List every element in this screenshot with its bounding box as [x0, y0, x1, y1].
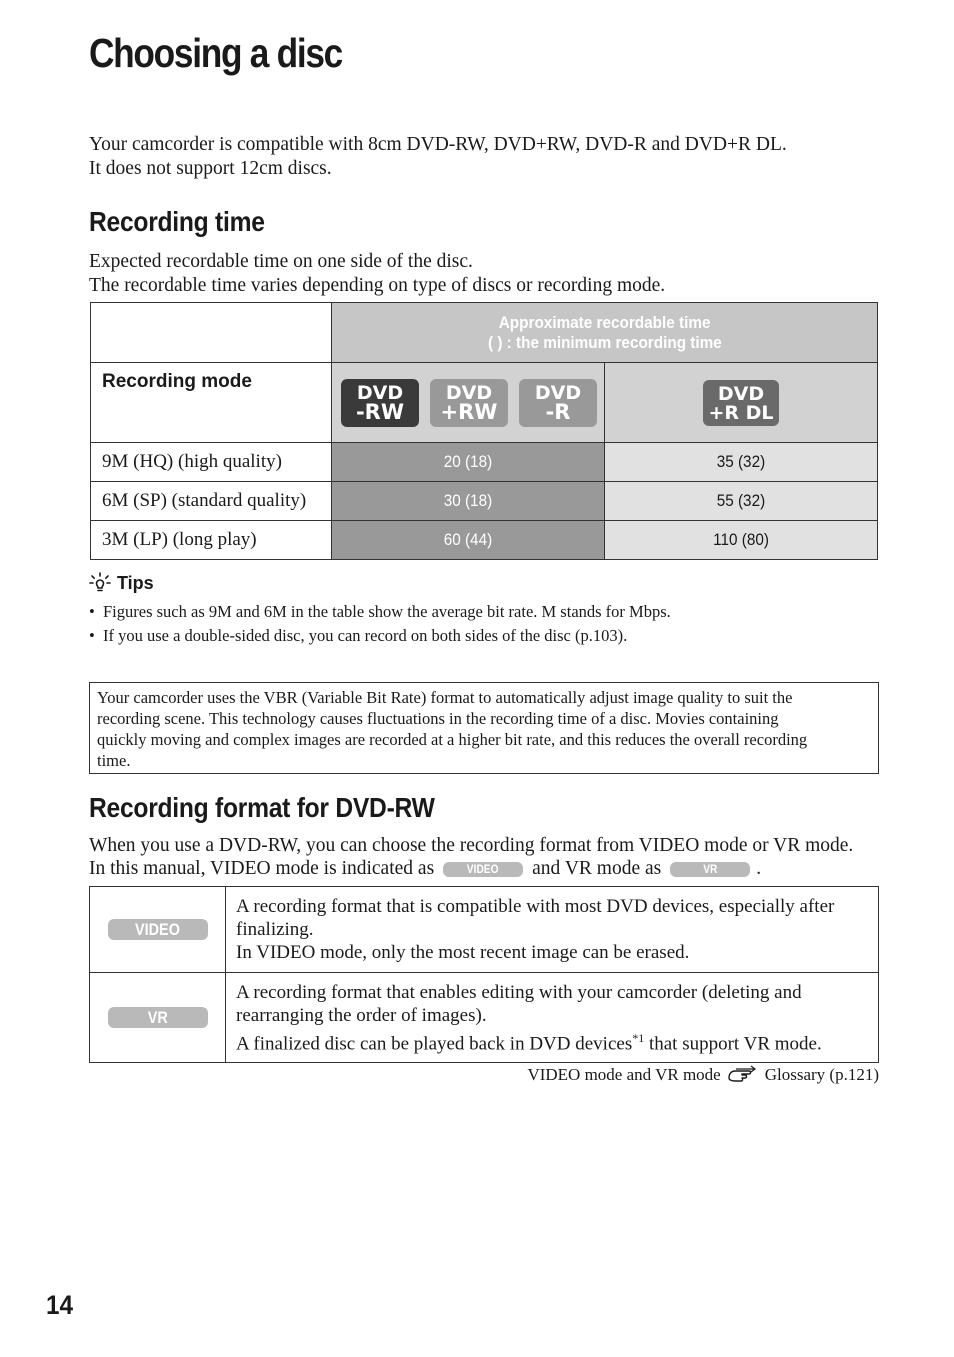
row-dual-layer-value: 110 (80) — [605, 521, 878, 560]
table-row — [91, 482, 878, 521]
dual-layer-logo-cell — [605, 363, 878, 443]
vr-mode-badge-inline: VR — [670, 862, 750, 877]
row-mode-label: 9M (HQ) (high quality) — [91, 443, 332, 482]
table-row — [91, 521, 878, 560]
tip-item: • If you use a double-sided disc, you can record on both sides of the disc (p.103). — [89, 626, 628, 645]
vbr-note-box — [89, 682, 879, 774]
row-dual-layer-value: 55 (32) — [605, 482, 878, 521]
recording-format-line-2: In this manual, VIDEO mode is indicated as VIDEO and VR mode as VR . — [89, 858, 762, 879]
dvd-rw-logo-icon: DVD -RW — [341, 379, 419, 427]
page-number: 14 — [46, 1290, 74, 1320]
dvd-plus-rw-logo-icon: DVD +RW — [430, 379, 508, 427]
row-mode-label: 3M (LP) (long play) — [91, 521, 332, 560]
tips-header — [89, 572, 154, 594]
vr-mode-description: A recording format that enables editing with your camcorder (deleting and rearranging the order of images). A finalized disc can be played back in DVD devices$^{*1}$ that support VR mode. — [226, 973, 879, 1063]
row-dual-layer-value: 35 (32) — [605, 443, 878, 482]
vbr-note-line: time. — [97, 751, 131, 770]
single-layer-logos-cell — [332, 363, 605, 443]
video-mode-description: A recording format that is compatible with most DVD devices, especially after finalizing. In VIDEO mode, only the most recent image can be erased. — [226, 887, 879, 973]
table-row — [90, 973, 879, 1063]
recording-mode-label: Recording mode — [91, 363, 332, 443]
vbr-note-line: quickly moving and complex images are recorded at a higher bit rate, and this reduces the overall recording — [97, 730, 808, 749]
table-header-recordable-time — [332, 303, 878, 363]
vbr-note-line: Your camcorder uses the VBR (Variable Bit Rate) format to automatically adjust image quality to suit the — [97, 688, 793, 707]
table-row — [91, 443, 878, 482]
row-single-layer-value: 20 (18) — [332, 443, 605, 482]
recording-time-line-1: Expected recordable time on one side of the disc. — [89, 251, 473, 272]
recording-format-table — [89, 886, 879, 1063]
section-heading-recording-time: Recording time — [89, 206, 265, 237]
pointing-hand-icon — [727, 1065, 759, 1085]
video-mode-badge-inline: VIDEO — [443, 862, 523, 877]
tips-label: Tips — [117, 572, 154, 593]
recording-format-line-1: When you use a DVD-RW, you can choose the recording format from VIDEO mode or VR mode. — [89, 835, 854, 856]
tip-item: • Figures such as 9M and 6M in the table show the average bit rate. M stands for Mbps. — [89, 602, 671, 621]
table-corner-cell — [91, 303, 332, 363]
intro-line-1: Your camcorder is compatible with 8cm DVD-RW, DVD+RW, DVD-R and DVD+R DL. — [89, 134, 787, 155]
glossary-reference: VIDEO mode and VR mode Glossary (p.121) — [527, 1065, 879, 1084]
lightbulb-icon — [89, 572, 111, 594]
video-mode-badge: VIDEO — [108, 919, 208, 940]
row-single-layer-value: 30 (18) — [332, 482, 605, 521]
header-line-2: ( ) : the minimum recording time — [487, 332, 722, 352]
recording-time-line-2: The recordable time varies depending on type of discs or recording mode. — [89, 275, 666, 296]
page-title: Choosing a disc — [89, 30, 342, 76]
dvd-r-logo-icon: DVD -R — [519, 379, 597, 427]
vr-mode-badge: VR — [108, 1007, 208, 1028]
row-mode-label: 6M (SP) (standard quality) — [91, 482, 332, 521]
section-heading-recording-format: Recording format for DVD-RW — [89, 792, 435, 823]
header-line-1: Approximate recordable time — [498, 312, 711, 332]
dvd-plus-r-dl-logo-icon: DVD +R DL — [703, 380, 779, 426]
recording-time-table — [90, 302, 878, 560]
vbr-note-line: recording scene. This technology causes fluctuations in the recording time of a disc. Movies containing — [97, 709, 779, 728]
row-single-layer-value: 60 (44) — [332, 521, 605, 560]
footnote-marker: *1 — [632, 1031, 645, 1045]
table-row — [90, 887, 879, 973]
intro-line-2: It does not support 12cm discs. — [89, 158, 332, 179]
video-badge-cell — [90, 887, 226, 973]
vr-badge-cell — [90, 973, 226, 1063]
